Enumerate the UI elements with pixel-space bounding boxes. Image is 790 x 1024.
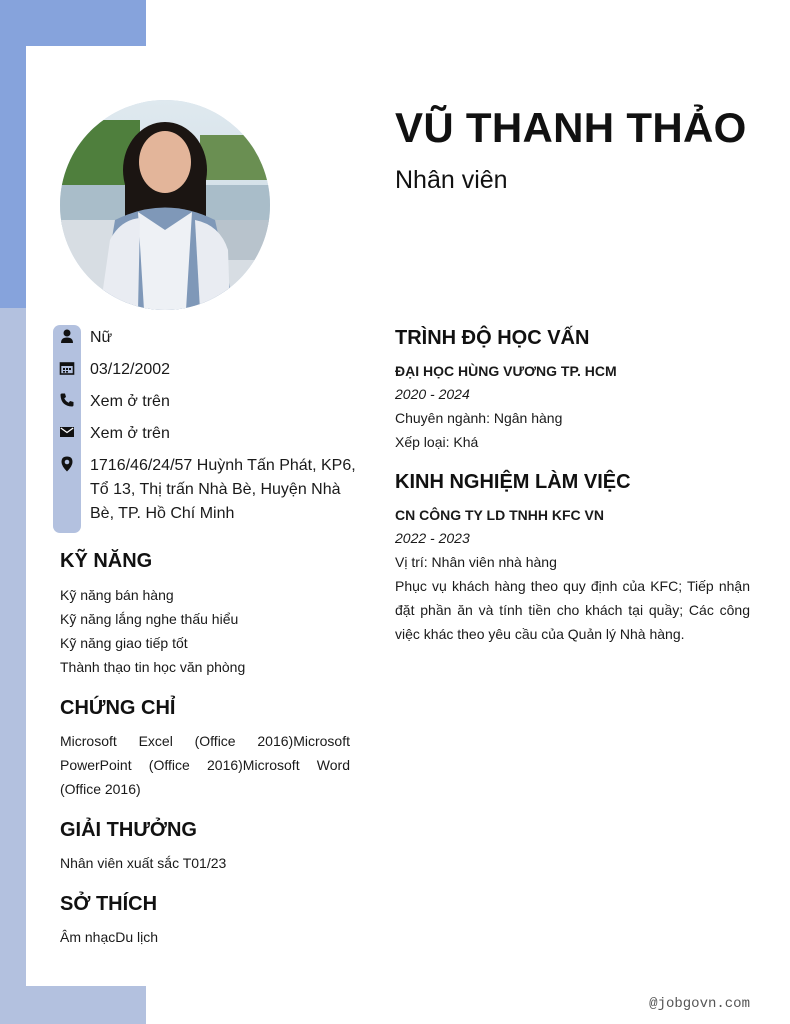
- mail-icon: [58, 423, 76, 441]
- skill-item: Kỹ năng bán hàng: [60, 587, 174, 603]
- address-value: 1716/46/24/57 Huỳnh Tấn Phát, KP6, Tổ 13, Thị trấn Nhà Bè, Huyện Nhà Bè, TP. Hồ Chí Minh: [90, 457, 356, 522]
- dob-value: 03/12/2002: [90, 361, 171, 378]
- avatar: [60, 100, 270, 310]
- experience-position: Vị trí: Nhân viên nhà hàng: [395, 554, 557, 570]
- skill-item: Kỹ năng lắng nghe thấu hiểu: [60, 611, 239, 627]
- phone-icon: [58, 391, 76, 409]
- skill-item: Thành thạo tin học văn phòng: [60, 659, 246, 675]
- hobbies-text: Âm nhạcDu lịch: [60, 929, 159, 945]
- skill-item: Kỹ năng giao tiếp tốt: [60, 635, 188, 651]
- contact-email: [58, 422, 358, 446]
- education-title: TRÌNH ĐỘ HỌC VẤN: [395, 327, 590, 349]
- candidate-name: VŨ THANH THẢO: [395, 104, 747, 151]
- decor-band-bottom: [26, 986, 146, 1024]
- awards-text: Nhân viên xuất sắc T01/23: [60, 855, 227, 871]
- footer-watermark: @jobgovn.com: [649, 996, 750, 1012]
- education-period: 2020 - 2024: [395, 386, 470, 402]
- certificates-text: Microsoft Excel (Office 2016)Microsoft PowerPoint (Office 2016)Microsoft Word (Office 2016): [60, 733, 350, 797]
- gender-value: Nữ: [90, 329, 113, 346]
- experience-period: 2022 - 2023: [395, 530, 470, 546]
- person-icon: [58, 327, 76, 345]
- experience-title: KINH NGHIỆM LÀM VIỆC: [395, 471, 631, 493]
- calendar-icon: [58, 359, 76, 377]
- skills-title: KỸ NĂNG: [60, 550, 153, 572]
- candidate-role: Nhân viên: [395, 166, 508, 194]
- education-rank: Xếp loại: Khá: [395, 434, 479, 450]
- awards-title: GIẢI THƯỞNG: [60, 819, 197, 841]
- hobbies-title: SỞ THÍCH: [60, 893, 158, 915]
- certificates-title: CHỨNG CHỈ: [60, 697, 176, 719]
- location-pin-icon: [58, 455, 76, 473]
- contact-phone: [58, 390, 358, 414]
- email-value: Xem ở trên: [90, 425, 170, 442]
- education-school: ĐẠI HỌC HÙNG VƯƠNG TP. HCM: [395, 363, 617, 379]
- contact-dob: [58, 358, 358, 382]
- experience-description: Phục vụ khách hàng theo quy định của KFC; Tiếp nhận đặt phần ăn và tính tiền cho khách tại quầy; Các công việc khác theo yêu cầu của Quản lý Nhà hàng.: [395, 578, 750, 642]
- decor-band-left: [0, 308, 26, 1024]
- contact-gender: [58, 326, 358, 350]
- contact-address: [58, 454, 358, 526]
- phone-value: Xem ở trên: [90, 393, 170, 410]
- education-major: Chuyên ngành: Ngân hàng: [395, 410, 563, 426]
- experience-company: CN CÔNG TY LD TNHH KFC VN: [395, 507, 604, 523]
